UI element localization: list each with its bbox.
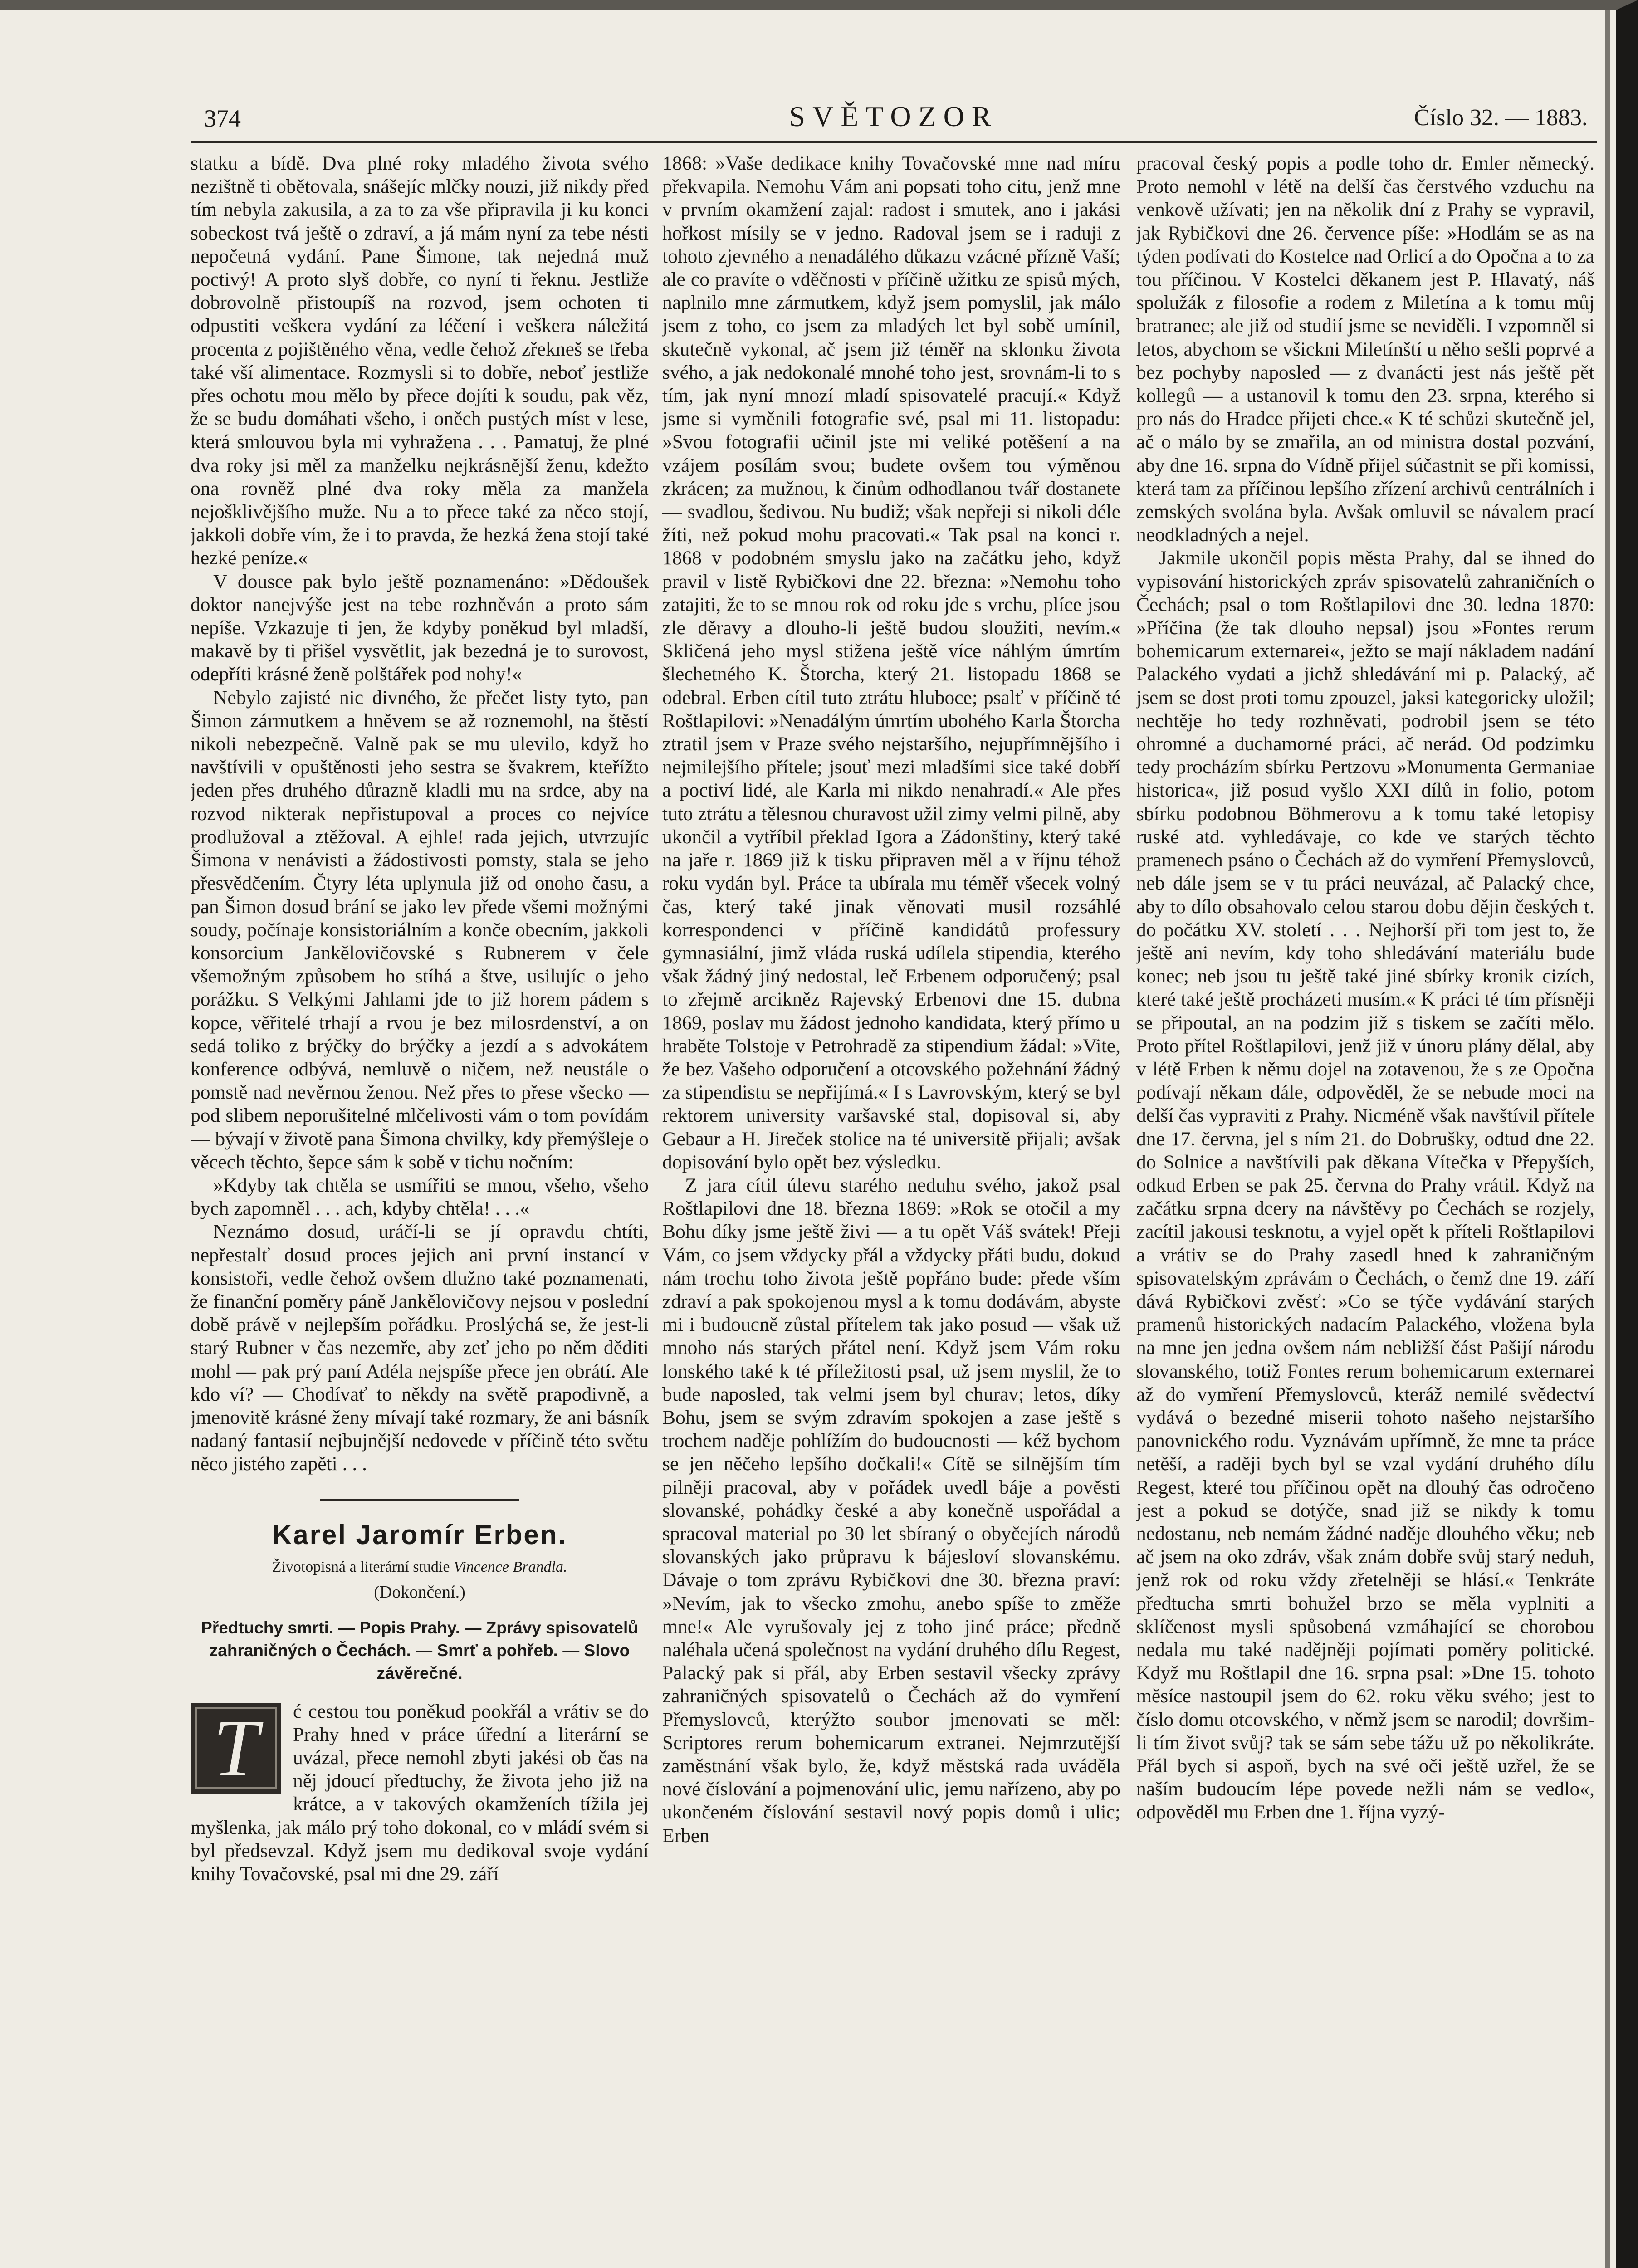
drop-cap-initial: T (191, 1703, 281, 1794)
subtitle-author: Vincence Brandla. (453, 1558, 567, 1575)
text-column-2 (662, 152, 1120, 2220)
paragraph: »Kdyby tak chtěla se usmířiti se mnou, všeho, všeho bych zapomněl . . . ach, kdyby chtěla! . . .« (191, 1174, 649, 1220)
issue-info: Číslo 32. — 1883. (1414, 105, 1588, 131)
article-divider (320, 1499, 519, 1501)
text-column-1 (191, 152, 649, 2220)
paragraph: ć cestou tou poněkud pookřál a vrátiv se do Prahy hned v práce úřední a literární se uvázal, přece nemohl zbyti jakési ob čas na něj jdoucí předtuchy, že života jeho již na krátce, a v takových okamženích tížila jej myšlenka, jak málo prý toho dokonal, co v mládí svém si byl předsevzal. Když jsem mu dedikoval svoje vydání knihy Tovačovské, psal mi dne 29. září (191, 1700, 649, 1885)
article-part: (Dokončení.) (374, 1582, 465, 1602)
article-opening (191, 1700, 649, 1886)
paragraph: statku a bídě. Dva plné roky mladého života svého nezištně ti obětovala, snášejíc mlčky nouzi, již nikdy před tím nebyla zakusila, a za to za vše připravila ji ku konci sobeckost tvá ještě o zdraví, a já mám nyní za tebe nésti nepočetná vydání. Pane Šimone, tak nejedná muž poctivý! A proto slyš dobře, co nyní ti řeknu. Jestliže dobrovolně přistoupíš na rozvod, jsem ochoten ti odpustiti veškera vydání za léčení i veškera náležitá procenta z pojištěného věna, vedle čehož zřekneš se třeba také vší alimentace. Rozmysli si to dobře, neboť jestliže přes ochotu mou mělo by přece dojíti k soudu, pak věz, že se budu domáhati všeho, i oněch pustých míst v lese, která smlouvou byla mi vyhražena . . . Pamatuj, že plné dva roky jsi měl za manželku nejkrásnější ženu, kdežto ona rovněž plné dva roky měla za manžela nejošklivějšího muže. Nu a to přece také za něco stojí, jakkoli dobře vím, že i to pravda, že hezká žena stojí také hezké peníze.« (191, 152, 649, 569)
journal-title: SVĚTOZOR (789, 100, 998, 132)
paragraph: V dousce pak bylo ještě poznamenáno: »Dědoušek doktor nanejvýše jest na tebe rozhněván a proto sám nepíše. Vzkazuje ti jen, že kdyby poněkud byl mladší, makavě by ti přišel vysvětlit, jak bezedná je to surovost, odepříti krásné ženě polštářek pod nohy!« (191, 570, 649, 685)
subtitle-prefix: Životopisná a literární studie (272, 1558, 454, 1575)
article-subtitle (191, 1557, 649, 1578)
article-title: Karel Jaromír Erben. (272, 1519, 567, 1550)
paragraph: Nebylo zajisté nic divného, že přečet listy tyto, pan Šimon zármutkem a hněvem se až roznemohl, na štěstí nikoli nebezpečně. Valně pak se mu ulevilo, když ho navštívili v opuštěnosti jeho sestra se švakrem, kteřížto jeden přes druhého důrazně kladli mu na srdce, aby na rozvod nikterak nepřistupoval a proces co nejvíce prodlužoval a ztěžoval. A ejhle! rada jejich, utvrzujíc Šimona v nenávisti a žádostivosti pomsty, stala se jeho přesvědčením. Čtyry léta uplynula již od onoho času, a pan Šimon dosud brání se jako lev přede všemi možnými soudy, počínaje konsistoriálním a konče obecním, jakkoli konsorcium Jankělovičovské s Rubnerem v čele všemožným způsobem ho stíhá a štve, usilujíc o jeho porážku. S Velkými Jahlami jde to již horem pádem s kopce, věřitelé trhají a rvou je bez milosrdenství, a on sedá toliko z brýčky do brýčky a jezdí a s advokátem konference odbývá, nemluvě o ničem, než neustále o pomstě nad nevěrnou ženou. Než přes to přese všecko — pod slibem neporušitelné mlčelivosti vám o tom povídám — bývají v životě pana Šimona chvilky, kdy přemýšleje o věcech těchto, šepce sám k sobě v tichu nočním: (191, 686, 649, 1173)
paragraph: Neznámo dosud, uráčí-li se jí opravdu chtíti, nepřestalť dosud proces jejich ani první instancí v konsistoři, vedle čehož ovšem dlužno také poznamenati, že finanční poměry páně Jankělovičovy nejsou v poslední době právě v nejlepším pořádku. Proslýchá se, že jest-li starý Rubner v čas nezemře, aby zeť jeho po něm děditi mohl — pak prý paní Adéla nejspíše přece jen obrátí. Ale kdo ví? — Chodívať to někdy na světě prapodivně, a jmenovitě krásné ženy mívají také rozmary, že ani básník nadaný fantasií nejbujnější nedovede v příčině této světu něco jistého zapěti . . . (191, 1221, 649, 1475)
paragraph: 1868: »Vaše dedikace knihy Tovačovské mne nad míru překvapila. Nemohu Vám ani popsati toho citu, jenž mne v prvním okamžení zajal: radost i smutek, ano i jakási hořkost mísily se v jedno. Radoval jsem se i raduji z tohoto zjevného a nenadálého důkazu vzácné přízně Vaší; ale co pravíte o vděčnosti v příčině užitku ze spisů mých, naplnilo mne zármutkem, když jsem pomyslil, jak málo jsem z toho, co jsem za mladých let byl sobě umínil, skutečně vykonal, ač jsem již téměř na sklonku života svého, a jak nedokonalé mnohé toho jest, srovnám-li to s tím, jak nyní mnozí mladí spisovatelé pracují.« Když jsme si vyměnili fotografie své, psal mi 11. listopadu: »Svou fotografii učinil jste mi veliké potěšení a na vzájem posílám svou; budete ovšem tou výměnou zkrácen; za mužnou, k činům odhodlanou tvář dostanete — svadlou, šedivou. Nu budiž; však nepřeji si nikoli déle žíti, než pokud mohu pracovati.« Tak psal na konci r. 1868 v podobném smyslu jako na začátku jeho, když pravil v listě Rybičkovi dne 22. března: »Nemohu toho zatajiti, že to se mnou rok od roku jde s vrchu, plíce jsou zle děravy a dlouho-li ještě budou sloužiti, nevím.« Skličená jeho mysl stižena ještě více náhlým úmrtím šlechetného K. Štorcha, který 21. listopadu 1868 se odebral. Erben cítil tuto ztrátu hluboce; psalť v příčině té Roštlapilovi: »Nenadálým úmrtím ubohého Karla Štorcha ztratil jsem v Praze svého nejstaršího, nejupřímnějšího i nejmilejšího přítele; jsouť mezi mladšími sice také dobří a poctiví lidé, ale Karla mi nikdo nenahradí.« Ale přes tuto ztrátu a tělesnou churavost užil zimy velmi pilně, aby ukončil a vytříbil překlad Igora a Zádonštiny, který také na jaře r. 1869 již k tisku připraven měl a v říjnu téhož roku vydán byl. Práce ta ubírala mu téměř všecek volný čas, který také jinak věnovati musil rozsáhlé korrespondenci v příčině kandidátů professury gymnasiální, jimž vláda ruská udílela stipendia, kterého však žádný jiný nedostal, leč Erbenem odporučený; psal to zřejmě arcikněz Rajevský Erbenovi dne 15. dubna 1869, poslav mu žádost jednoho kandidata, který přímo u hraběte Tolstoje v Petrohradě za stipendium žádal: »Vite, že bez Vašeho odporučení a otcovského požehnání žádný za stipendistu se nepřijímá.« I s Lavrovským, který se byl rektorem university varšavské stal, dopisoval si, aby Gebaur a H. Jireček stolice na té universitě přijali; avšak dopisování bylo opět bez výsledku. (662, 152, 1120, 1173)
paragraph: pracoval český popis a podle toho dr. Emler německý. Proto nemohl v létě na delší čas čerstvého vzduchu na venkově užívati; jen na několik dní z Prahy se vypravil, jak Rybičkovi dne 26. července píše: »Hodlám se as na týden podívati do Kostelce nad Orlicí a do Opočna a to za tou příčinou. V Kostelci děkanem jest P. Hlavatý, náš spolužák z filosofie a rodem z Miletína a k tomu můj bratranec; ale již od studií jsme se neviděli. I vzpomněl si letos, abychom se všickni Miletínští u něho sešli poprvé a bez pochyby naposled — z dvanácti jest nás ještě pět kollegů — a ustanovil k tomu den 23. srpna, kterého si pro nás do Hradce přijeti chce.« K té schůzi skutečně jel, ač o málo by se zmařila, an od ministra dostal pozvání, aby dne 16. srpna do Vídně přijel súčastnit se při komissi, která tam za příčinou lepšího zřízení archivů centrálních i zemských svolána byla. Avšak omluvil se návalem prací neodkladných a nejel. (1136, 152, 1594, 546)
running-head (191, 100, 1597, 143)
paragraph: Jakmile ukončil popis města Prahy, dal se ihned do vypisování historických zpráv spisovatelů zahraničních o Čechách; psal o tom Roštlapilovi dne 30. ledna 1870: »Příčina (že tak dlouho nepsal) jsou »Fontes rerum bohemicarum externarei«, ježto se mají nákladem nadání Palackého vydati a jichž shledávání mi p. Palacký, ač jsem se dost proti tomu zpouzel, jaksi kategoricky uložil; nechtěje ho tedy rozhněvati, podrobil jsem se této ohromné a duchamorné práci, ač nerád. Od podzimku tedy procházím sbírku Pertzovu »Monumenta Germaniae historica«, již posud vyšlo XXI dílů in folio, potom sbírku podobnou Böhmerovu a k tomu také letopisy ruské atd. vyhledávaje, co kde ve starých těchto pramenech psáno o Čechách až do vymření Přemyslovců, neb dále jsem se v tu práci neuvázal, ač Palacký chce, aby to dílo obsahovalo celou starou dobu dějin českých t. do počátku XV. století . . . Nejhorší při tom jest to, že ještě ani nevím, kdy toho shledávání materiálu bude konec; neb jsou tu ještě také jiné sbírky kronik cizích, které také ještě procházeti musím.« K práci té tím přísněji se připoutal, an na podzim již s tiskem se začíti mělo. Proto přítel Roštlapilovi, jenž již v únoru plány dělal, aby v létě Erben k němu dojel na zotavenou, že s ze Opočna podívají někam dále, odpověděl, že se nebude moci na delší čas vypraviti z Prahy. Nicméně však navštívil přítele dne 17. června, jel s ním 21. do Dobrušky, odtud dne 22. do Solnice a navštívili pak děkana Vítečka v Přepyších, odkud Erben se pak 25. června do Prahy vrátil. Když na začátku srpna dcery na návštěvy po Čechách se rozjely, zacítil jakousi tesknotu, a vyjel opět k příteli Roštlapilovi a vrátiv se do Prahy zasedl hned k zahraničným spisovatelským zprávám o Čechách, o čemž dne 19. září dává Rybičkovi zvěsť: »Co se týče vydávání starých pramenů historických nadacím Palackého, vložena byla na mne jen jedna ovšem nám nebližší část Pašijí národu slovanského, totiž Fontes rerum bohemicarum externarei až do vymření Přemyslovců, kteráž nemilé svědectví vydává o bezedné miserii tohoto našeho nejstaršího panovnického rodu. Vyznávám upřímně, že mne ta práce netěší, a raději bych byl se vzal vydání druhého dílu Regest, které tou příčinou opět na dlouhý čas odročeno jest a pokud se dotýče, snad již se nikdy k tomu nedostanu, neb nemám žádné naděje dlouhého věku; neb ač jsem na oko zdráv, však znám dobře svůj starý neduh, jenž rok od roku vždy zřetelněji se hlásí.« Tenkráte předtucha smrti bohužel brzo se měla vyplniti a sklíčenost mysli spůsobená vzmáhající se chorobou nedala mu také nadějněji pojímati poměry politické. Když mu Roštlapil dne 16. srpna psal: »Dne 15. tohoto měsíce nastoupil jsem do 62. roku věku svého; jest to číslo domu otcovského, v němž jsem se narodil; dovršim-li tím život svůj? tak se sám sebe tážu už po několikráte. Přál bych si aspoň, bych na své oči ještě uzřel, že se naším budoucím lépe povede nežli nám se vedlo«, odpověděl mu Erben dne 1. října vyzý- (1136, 547, 1594, 1823)
section-summary: Předtuchy smrti. — Popis Prahy. — Zprávy spisovatelů zahraničných o Čechách. — Smrť a pohřeb. — Slovo závěrečné. (201, 1618, 638, 1682)
paragraph: Z jara cítil úlevu starého neduhu svého, jakož psal Roštlapilovi dne 18. března 1869: »Rok se otočil a my Bohu díky jsme ještě živi — a tu opět Váš svátek! Přeji Vám, co jsem vždycky přál a vždycky přáti budu, dokud nám trochu toho života ještě popřáno bude: přede vším zdraví a pak spokojenou mysl a k tomu dodávám, abyste mi i budoucně zůstal přítelem tak jako posud — však už mnoho nás starých přátel není. Když jsem Vám roku lonského také k té příležitosti psal, už jsem myslil, že to bude naposled, tak velmi jsem byl churav; letos, díky Bohu, jsem se svým zdravím spokojen a zase ještě s trochem naděje pohlížím do budoucnosti — kéž bychom se jen něčeho lepšího dočkali!« Cítě se silnějším tím pilněji pracoval, aby v pořádek uvedl báje a pověsti slovanské, pohádky české a aby konečně uspořádal a spracoval material po 30 let sbíraný o obyčejích národů slovanských jako průpravu k bájesloví slovanskému. Dávaje o tom zprávu Rybičkovi dne 30. března praví: »Nevím, jak to všecko zmohu, anebo spíše to změže mne!« Ale vyrušovaly jej z toho jiné práce; předně naléhala učená společnost na vydání druhého dílu Regest, Palacký pak si přál, aby Erben sestavil všecky zprávy zahraničných spisovatelů o Čechách až do vymření Přemyslovců, kterýžto soubor jmenovati se měl: Scriptores rerum bohemicarum extranei. Nejmrzutější zaměstnání však bylo, že, když městská rada uváděla nové číslování a pojmenování ulic, jemu nařízeno, aby po ukončeném číslování sestavil nový popis domů i ulic; Erben (662, 1174, 1120, 1847)
text-column-3 (1136, 152, 1594, 2220)
page-number: 374 (204, 105, 241, 132)
